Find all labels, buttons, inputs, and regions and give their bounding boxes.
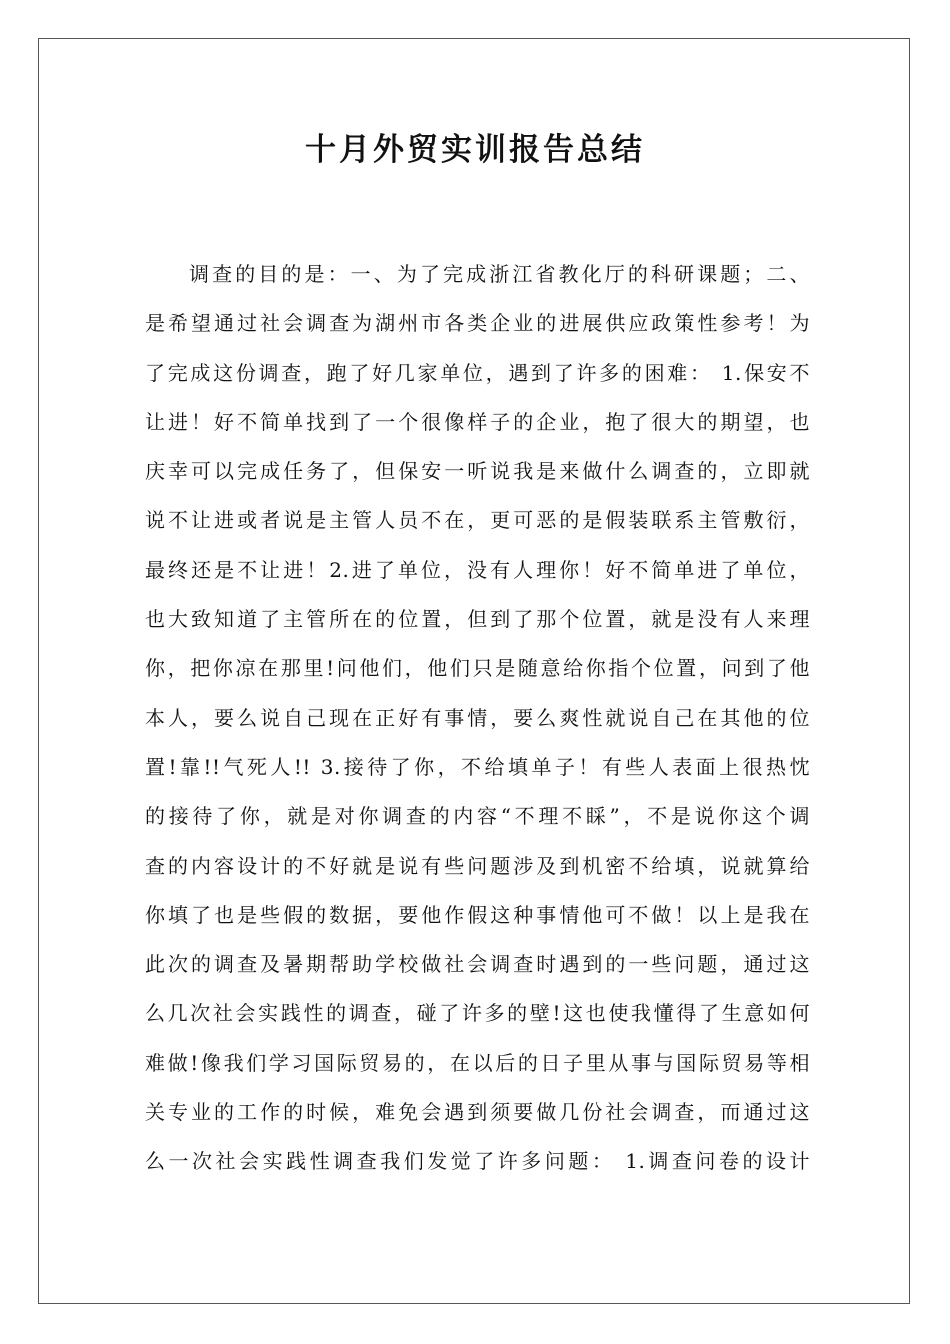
text-line: 也大致知道了主管所在的位置，但到了那个位置，就是没有人来理 xyxy=(145,607,810,632)
text-line: 你，把你凉在那里!问他们，他们只是随意给你指个位置，问到了他 xyxy=(145,656,810,681)
text-line: 的接待了你，就是对你调查的内容“不理不睬”，不是说你这个调 xyxy=(145,804,810,829)
text-line: 最终还是不让进！2.进了单位，没有人理你！好不简单进了单位， xyxy=(145,557,810,582)
text-line: 难做!像我们学习国际贸易的，在以后的日子里从事与国际贸易等相 xyxy=(145,1050,810,1075)
text-line: 么几次社会实践性的调查，碰了许多的壁!这也使我懂得了生意如何 xyxy=(145,1001,810,1026)
text-line: 此次的调查及暑期帮助学校做社会调查时遇到的一些问题，通过这 xyxy=(145,952,810,977)
text-line: 么一次社会实践性调查我们发觉了许多问题： 1.调查问卷的设计 xyxy=(145,1149,810,1174)
text-line: 查的内容设计的不好就是说有些问题涉及到机密不给填，说就算给 xyxy=(145,853,810,878)
text-line: 关专业的工作的时候，难免会遇到须要做几份社会调查，而通过这 xyxy=(145,1100,810,1125)
text-line: 庆幸可以完成任务了，但保安一听说我是来做什么调查的，立即就 xyxy=(145,459,810,484)
text-line: 本人，要么说自己现在正好有事情，要么爽性就说自己在其他的位 xyxy=(145,705,810,730)
text-line: 让进！好不简单找到了一个很像样子的企业，抱了很大的期望，也 xyxy=(145,409,810,434)
text-line: 是希望通过社会调查为湖州市各类企业的进展供应政策性参考！为 xyxy=(145,311,810,336)
text-line: 置!靠!!气死人!! 3.接待了你，不给填单子！有些人表面上很热忱 xyxy=(145,754,810,779)
document-title: 十月外贸实训报告总结 xyxy=(305,132,645,168)
text-line: 你填了也是些假的数据，要他作假这种事情他可不做！以上是我在 xyxy=(145,902,810,927)
text-line: 说不让进或者说是主管人员不在，更可恶的是假装联系主管敷衍， xyxy=(145,508,810,533)
text-line: 调查的目的是：一、为了完成浙江省教化厅的科研课题；二、 xyxy=(189,262,810,286)
text-line: 了完成这份调查，跑了好几家单位，遇到了许多的困难： 1.保安不 xyxy=(145,360,810,385)
body-paragraph xyxy=(145,250,810,1187)
